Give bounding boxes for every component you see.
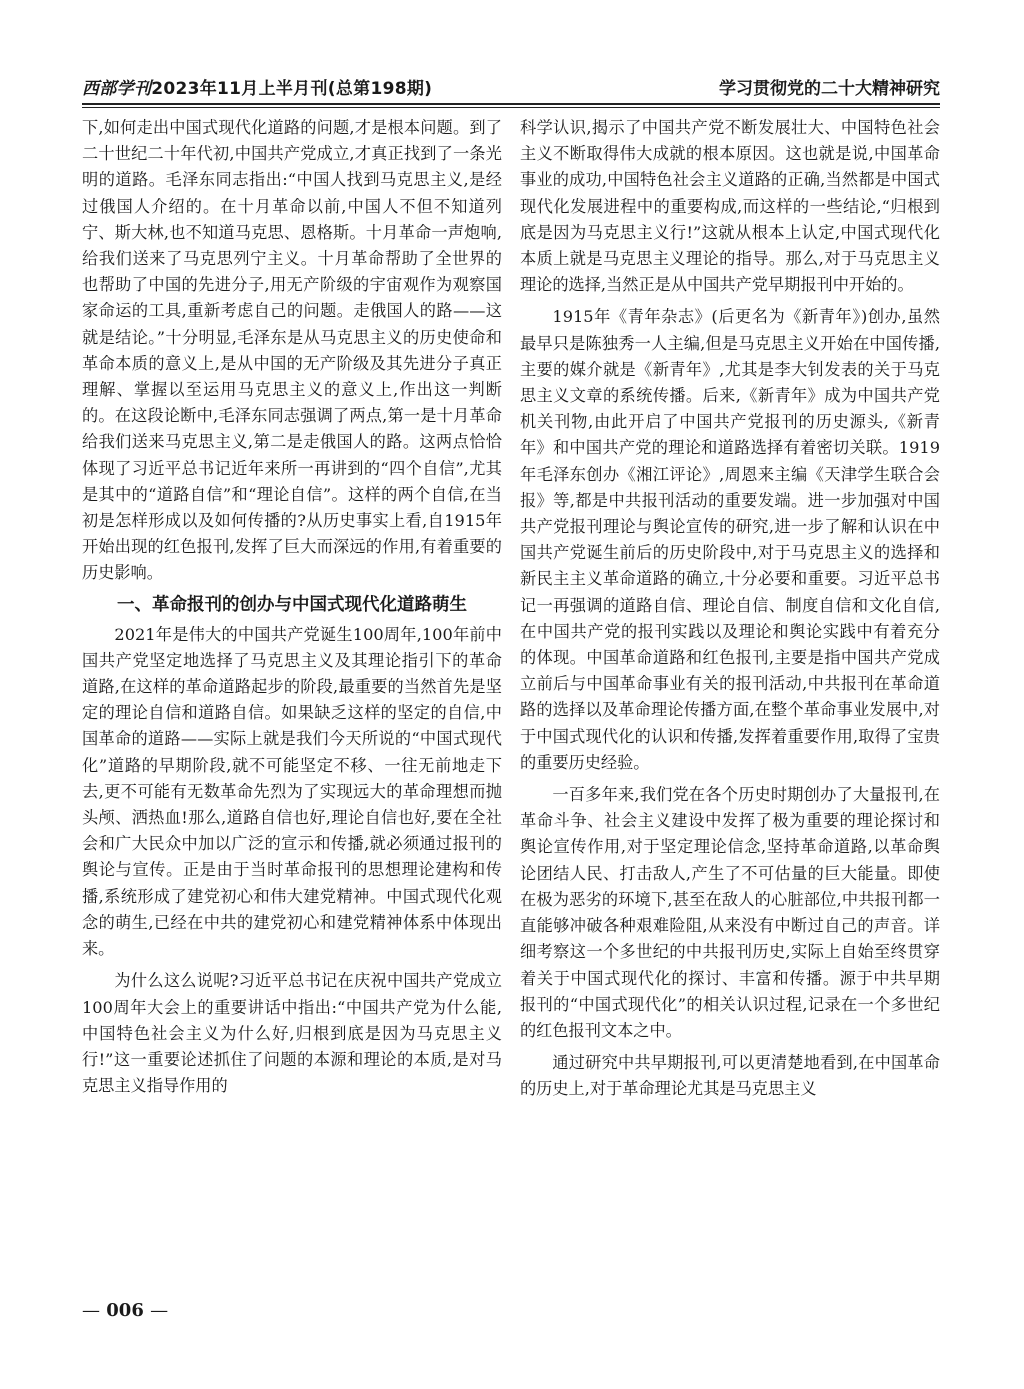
- issue-info: 2023年11月上半月刊(总第198期): [151, 79, 433, 99]
- journal-logo: 西部学刊: [82, 79, 152, 99]
- running-header: [82, 72, 940, 102]
- paragraph: 下,如何走出中国式现代化道路的问题,才是根本问题。到了二十世纪二十年代初,中国共产党成立,才真正找到了一条光明的道路。毛泽东同志指出:“中国人找到马克思主义,是经过俄国人介绍的。在十月革命以前,中国人不但不知道列宁、斯大林,也不知道马克思、恩格斯。十月革命一声炮响,给我们送来了马克思列宁主义。十月革命帮助了全世界的也帮助了中国的先进分子,用无产阶级的宇宙观作为观察国家命运的工具,重新考虑自己的问题。走俄国人的路——这就是结论。”十分明显,毛泽东是从马克思主义的历史使命和革命本质的意义上,是从中国的无产阶级及其先进分子真正理解、掌握以至运用马克思主义的意义上,作出这一判断的。在这段论断中,毛泽东同志强调了两点,第一是十月革命给我们送来马克思主义,第二是走俄国人的路。这两点恰恰体现了习近平总书记近年来所一再讲到的“四个自信”,尤其是其中的“道路自信”和“理论自信”。这样的两个自信,在当初是怎样形成以及如何传播的?从历史事实上看,自1915年开始出现的红色报刊,发挥了巨大而深远的作用,有着重要的历史影响。: [82, 118, 502, 583]
- paragraph: 科学认识,揭示了中国共产党不断发展壮大、中国特色社会主义不断取得伟大成就的根本原因。这也就是说,中国革命事业的成功,中国特色社会主义道路的正确,当然都是中国式现代化发展进程中的重要构成,而这样的一些结论,“归根到底是因为马克思主义行!”这就从根本上认定,中国式现代化本质上就是马克思主义理论的指导。那么,对于马克思主义理论的选择,当然正是从中国共产党早期报刊中开始的。: [520, 118, 940, 295]
- left-column: [82, 115, 502, 1099]
- journal-issue-line: [82, 74, 432, 99]
- paragraph: 1915年《青年杂志》(后更名为《新青年》)创办,虽然最早只是陈独秀一人主编,但是马克思主义开始在中国传播,主要的媒介就是《新青年》,尤其是李大钊发表的关于马克思主义文章的系统传播。后来,《新青年》成为中国共产党机关刊物,由此开启了中国共产党报刊的历史源头,《新青年》和中国共产党的理论和道路选择有着密切关联。1919年毛泽东创办《湘江评论》,周恩来主编《天津学生联合会报》等,都是中共报刊活动的重要发端。进一步加强对中国共产党报刊理论与舆论宣传的研究,进一步了解和认识在中国共产党诞生前后的历史阶段中,对于马克思主义的选择和新民主主义革命道路的确立,十分必要和重要。习近平总书记一再强调的道路自信、理论自信、制度自信和文化自信,在中国共产党的报刊实践以及理论和舆论实践中有着充分的体现。中国革命道路和红色报刊,主要是指中国共产党成立前后与中国革命事业有关的报刊活动,中共报刊在革命道路的选择以及革命理论传播方面,在整个革命事业发展中,对于中国式现代化的认识和传播,发挥着重要作用,取得了宝贵的重要历史经验。: [520, 307, 940, 772]
- header-rule-thin: [82, 107, 940, 108]
- paragraph: 通过研究中共早期报刊,可以更清楚地看到,在中国革命的历史上,对于革命理论尤其是马克思主义: [520, 1053, 940, 1099]
- right-column: [520, 115, 940, 1103]
- page-footer: [82, 1300, 168, 1321]
- section-heading: 一、革命报刊的创办与中国式现代化道路萌生: [117, 594, 467, 615]
- header-rule-thick: [82, 103, 940, 105]
- section-title: 学习贯彻党的二十大精神研究: [719, 79, 940, 99]
- footer-dash-left: —: [82, 1300, 100, 1321]
- paragraph: 为什么这么说呢?习近平总书记在庆祝中国共产党成立100周年大会上的重要讲话中指出:“中国共产党为什么能,中国特色社会主义为什么好,归根到底是因为马克思主义行!”这一重要论述抓住了问题的本源和理论的本质,是对马克思主义指导作用的: [82, 971, 502, 1096]
- paragraph: 2021年是伟大的中国共产党诞生100周年,100年前中国共产党坚定地选择了马克思主义及其理论指引下的革命道路,在这样的革命道路起步的阶段,最重要的当然首先是坚定的理论自信和道路自信。如果缺乏这样的坚定的自信,中国革命的道路——实际上就是我们今天所说的“中国式现代化”道路的早期阶段,就不可能坚定不移、一往无前地走下去,更不可能有无数革命先烈为了实现远大的革命理想而抛头颅、洒热血!那么,道路自信也好,理论自信也好,要在全社会和广大民众中加以广泛的宣示和传播,就必须通过报刊的舆论与宣传。正是由于当时革命报刊的思想理论建构和传播,系统形成了建党初心和伟大建党精神。中国式现代化观念的萌生,已经在中共的建党初心和建党精神体系中体现出来。: [82, 624, 502, 959]
- paragraph: 一百多年来,我们党在各个历史时期创办了大量报刊,在革命斗争、社会主义建设中发挥了极为重要的理论探讨和舆论宣传作用,对于坚定理论信念,坚持革命道路,以革命舆论团结人民、打击敌人,产生了不可估量的巨大能量。即使在极为恶劣的环境下,甚至在敌人的心脏部位,中共报刊都一直能够冲破各种艰难险阻,从来没有中断过自己的声音。详细考察这一个多世纪的中共报刊历史,实际上自始至终贯穿着关于中国式现代化的探讨、丰富和传播。源于中共早期报刊的“中国式现代化”的相关认识过程,记录在一个多世纪的红色报刊文本之中。: [520, 785, 940, 1040]
- footer-dash-right: —: [150, 1300, 169, 1321]
- page-number: 006: [106, 1300, 144, 1321]
